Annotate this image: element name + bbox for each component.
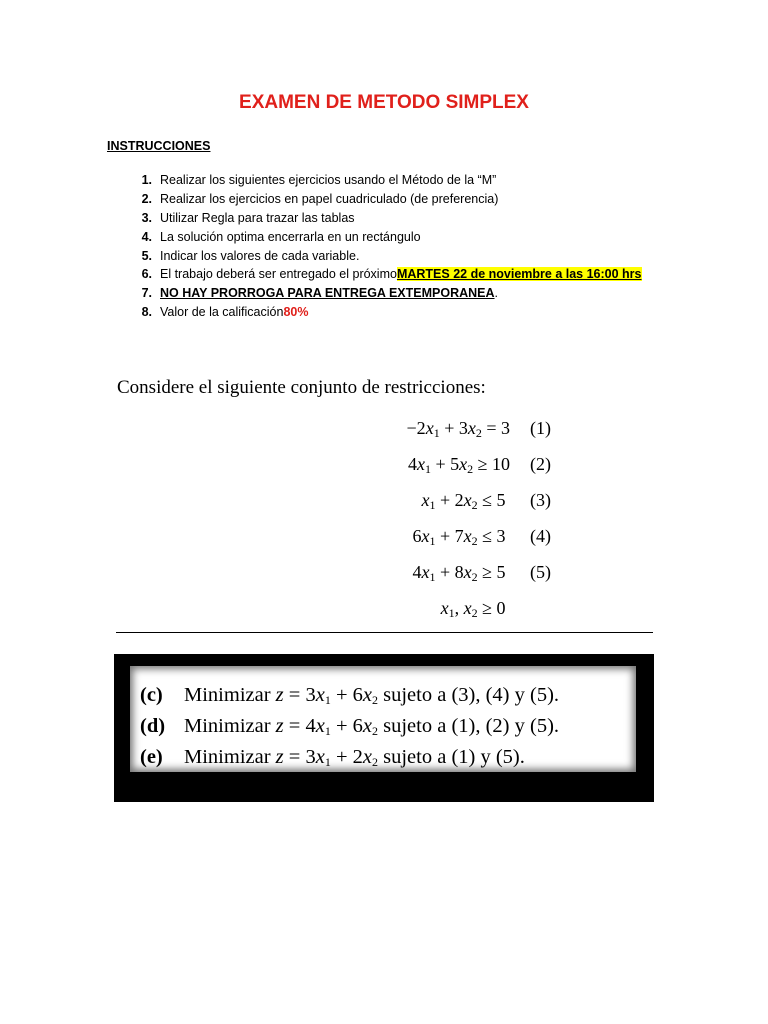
grade-value: 80% — [283, 305, 309, 320]
no-extension-notice: NO HAY PRORROGA PARA ENTREGA EXTEMPORANEA — [160, 286, 495, 301]
instruction-item: 6. El trabajo deberá ser entregado el próximoMARTES 22 de noviembre a las 16:00 hrs — [141, 267, 642, 282]
problem-item: (d) Minimizar $z = 4x_1 + 6x_2$ sujeto a (1), (2) y (5). — [140, 715, 560, 738]
instruction-item: 5. Indicar los valores de cada variable. — [141, 248, 360, 263]
problems-box — [130, 666, 636, 772]
instruction-item: 3. Utilizar Regla para trazar las tablas — [141, 210, 355, 225]
constraint-row — [340, 482, 580, 518]
constraint-label: (3) — [530, 490, 551, 510]
instructions-heading: INSTRUCCIONES — [107, 139, 211, 153]
deadline-highlight: MARTES 22 de noviembre a las 16:00 hrs — [396, 267, 642, 282]
constraints-intro: Considere el siguiente conjunto de restricciones: — [117, 377, 486, 398]
constraint-equation: $-2x_1 + 3x_2 = 3$ — [406, 418, 510, 440]
instruction-item: 4. La solución optima encerrarla en un rectángulo — [141, 229, 421, 244]
problems-frame — [114, 654, 654, 802]
document-title: EXAMEN DE METODO SIMPLEX — [239, 92, 529, 113]
constraint-row — [340, 518, 580, 554]
instruction-item: 7. NO HAY PRORROGA PARA ENTREGA EXTEMPORANEA. — [107, 284, 642, 303]
constraint-equation: $4x_1 + 8x_2 \ge 5$ — [412, 562, 510, 584]
constraint-row — [340, 590, 580, 626]
constraint-equation: $4x_1 + 5x_2 \ge 10$ — [407, 454, 510, 476]
problem-item: (e) Minimizar $z = 3x_1 + 2x_2$ sujeto a (1) y (5). — [140, 746, 525, 769]
constraint-label: (5) — [530, 562, 551, 582]
constraint-equation: $6x_1 + 7x_2 \le 3$ — [412, 526, 510, 548]
constraint-label: (4) — [530, 526, 551, 546]
constraint-row — [340, 446, 580, 482]
constraint-label: (2) — [530, 454, 551, 474]
instruction-item: 1. Realizar los siguientes ejercicios usando el Método de la “M” — [141, 173, 497, 187]
divider-line — [116, 632, 653, 633]
instructions-list — [107, 171, 642, 322]
constraint-equation: $x_1 + 2x_2 \le 5$ — [421, 490, 510, 512]
instruction-item: 2. Realizar los ejercicios en papel cuadriculado (de preferencia) — [141, 191, 499, 206]
instruction-item: 8. Valor de la calificación80% — [141, 305, 309, 320]
constraint-equation: $x_1$, $x_2 \ge 0$ — [440, 598, 510, 620]
constraint-label: (1) — [530, 418, 551, 438]
constraint-row — [340, 410, 580, 446]
constraint-row — [340, 554, 580, 590]
problem-item: (c) Minimizar $z = 3x_1 + 6x_2$ sujeto a (3), (4) y (5). — [140, 684, 560, 707]
